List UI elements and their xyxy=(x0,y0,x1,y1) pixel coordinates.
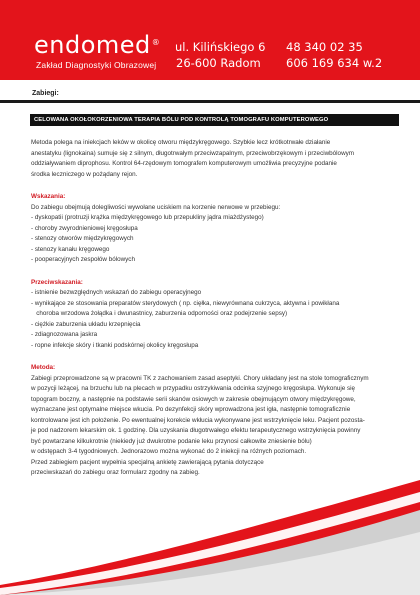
metoda-line: Przed zabiegiem pacjent wypełnia specjalną ankietę zawierającą pytania dotyczące xyxy=(31,458,264,466)
intro-line: Metoda polega na iniekcjach leków w okolicę otworu międzykręgowego. Szybkie lecz krótkotrwałe działanie xyxy=(31,139,331,146)
przeciwskazania-heading: Przeciwskazania: xyxy=(31,278,83,286)
metoda-line: kontrolowane jest ich położenie. Po ewentualnej korekcie wkłucia wykonywane jest wstrzyknięcie leku. Pacjent pozosta- xyxy=(31,416,365,424)
logo-text: endomed xyxy=(34,31,151,59)
metoda-line: je pod nadzorem lekarskim ok. 1 godzinę. Dla uzyskania długotrwałego efektu terapeutycznego wstrzyknięcia powinny xyxy=(31,427,361,434)
list-item: - istnienie bezwzględnych wskazań do zabiegu operacyjnego xyxy=(31,289,202,296)
metoda-line: w pozycji leżącej, na brzuchu lub na plecach w przypadku ostrzykiwania odcinka szyjnego kręgosłupa. Wykonuje się xyxy=(31,385,356,392)
wskazania-lead: Do zabiegu obejmują dolegliwości wywołane uciskiem na korzenie nerwowe w przebiegu: xyxy=(31,203,281,211)
list-item: - choroby zwyrodnieniowej kręgosłupa xyxy=(31,224,138,232)
list-item: - stenozy kanału kręgowego xyxy=(31,245,110,253)
header-banner xyxy=(0,0,420,80)
metoda-line: wyznaczane jest optymalne miejsce wkucia. Po dezynfekcji skóry wprowadzona jest igła, następnie tomograficznie xyxy=(31,406,351,413)
divider xyxy=(0,100,420,103)
list-item: - zdiagnozowana jaskra xyxy=(31,331,98,338)
endomed-logo xyxy=(34,33,160,57)
metoda-line: przeciwskazań do zabiegu oraz formularz zgodny na zabieg. xyxy=(31,469,200,476)
document-body xyxy=(31,138,393,479)
intro-line: oddziaływaniem diprophosu. Kontrol 64-rzędowym tomografem komputerowym umożliwia precyzyjne podanie xyxy=(31,160,337,167)
list-item: - wynikające ze stosowania preparatów sterydowych ( np. cięłka, niewyrównana cukrzyca, aktywna i powikłana xyxy=(31,299,340,307)
phone-primary: 48 340 02 35 xyxy=(286,40,363,54)
section-label: Zabiegi: xyxy=(32,90,59,97)
list-item: - ciężkie zaburzenia układu krzepnięcia xyxy=(31,320,141,328)
przeciwskazania-list xyxy=(31,288,393,351)
metoda-line: w odstępach 3-4 tygodniowych. Jednorazowo można wykonać do 2 iniekcji na różnych poziomach. xyxy=(31,448,307,455)
list-item: - ropne infekcje skóry i tkanki podskórnej okolicy kręgosłupa xyxy=(31,341,199,349)
address-city: 26-600 Radom xyxy=(176,56,261,70)
intro-line: anestatyku (lignokaina) sumuje się z silnym, długotrwałym przeciwzapalnym, przeciwobrzękowym i przeciwbólowym xyxy=(31,149,355,157)
decorative-swoosh xyxy=(0,470,420,595)
address-street: ul. Kilińskiego 6 xyxy=(175,40,266,54)
metoda-line: Zabiegi przeprowadzone są w pracowni TK z zachowaniem zasad aseptyki. Chory układany jest na stole tomograficznym xyxy=(31,374,369,382)
phone-secondary: 606 169 634 w.2 xyxy=(286,56,383,70)
registered-mark: ® xyxy=(151,38,161,47)
wskazania-heading: Wskazania: xyxy=(31,193,66,200)
page-title: CELOWANA OKOŁOKORZENIOWA TERAPIA BÓLU POD KONTROLĄ TOMOGRAFU KOMPUTEROWEGO xyxy=(30,114,399,126)
wskazania-list xyxy=(31,213,393,266)
metoda-line: być powtarzane kilkukrotnie (niekiedy już dwukrotne podanie leku przynosi całkowite zniesienie bólu) xyxy=(31,437,312,445)
list-item: choroba wrzodowa żołądka i dwunastnicy, zaburzenia odporności oraz podejrzenie sepsy) xyxy=(31,310,288,317)
list-item: - stenozy otworów międzykręgowych xyxy=(31,235,134,242)
logo-subtitle: Zakład Diagnostyki Obrazowej xyxy=(36,60,157,70)
metoda-heading: Metoda: xyxy=(31,364,56,371)
list-item: - pooperacyjnych zespołów bólowych xyxy=(31,256,135,263)
list-item: - dyskopatii (protruzji krążka międzykręgowego lub przepukliny jądra miażdżystego) xyxy=(31,214,264,221)
intro-line: środka leczniczego w pożądany rejon. xyxy=(31,170,138,178)
metoda-line: topogram boczny, a następnie na podstawie serii skanów osiowych w zakresie obejmującym otwory międzykręgowe, xyxy=(31,395,356,403)
